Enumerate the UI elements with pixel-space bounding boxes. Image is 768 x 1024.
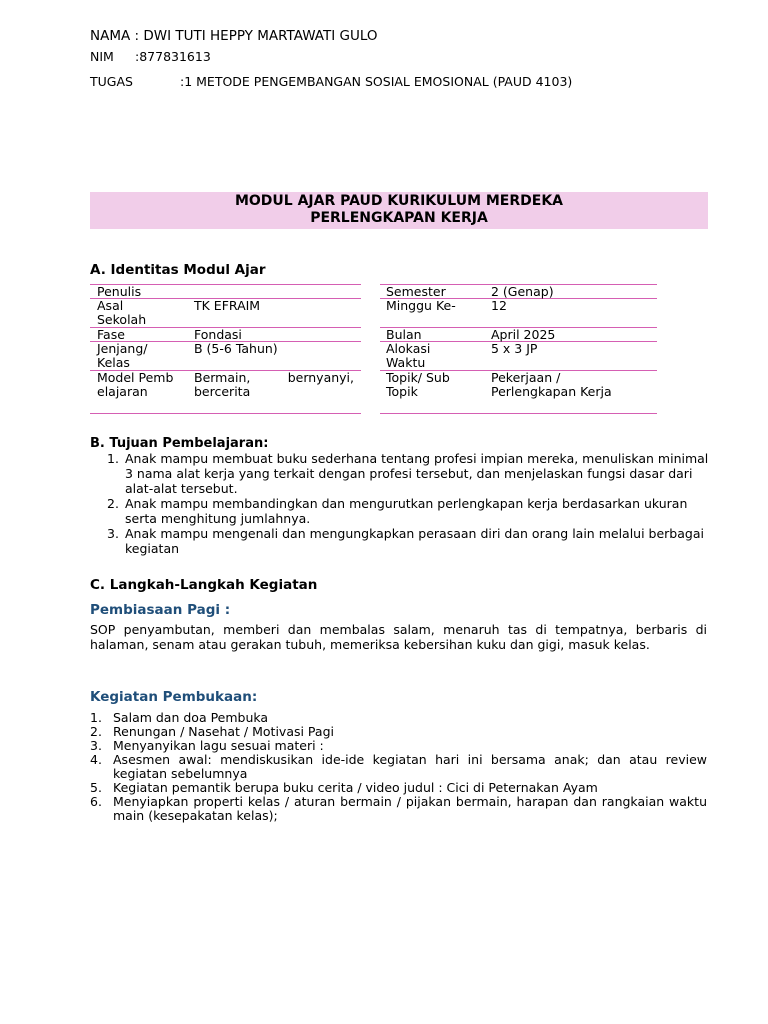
pembukaan-list [90,711,707,823]
pembukaan-item: 2. Renungan / Nasehat / Motivasi Pagi [90,724,334,739]
nim-label: NIM [90,49,114,64]
module-title-line1: MODUL AJAR PAUD KURIKULUM MERDEKA [234,193,564,209]
student-name: NAMA : DWI TUTI HEPPY MARTAWATI GULO [90,28,378,44]
pembukaan-item: 4. Asesmen awal: mendiskusikan ide-ide kegiatan hari ini bersama anak; dan atau review kegiatan sebelumnya [90,752,707,781]
identity-label-bulan: Bulan [386,327,422,342]
objectives-list [90,451,710,556]
identity-value-jenjang-kelas: B (5-6 Tahun) [194,341,278,356]
objective-item: 1. Anak mampu membuat buku sederhana tentang profesi impian mereka, menuliskan minimal 3 nama alat kerja yang terkait dengan profesi tersebut, dan menjelaskan fungsi dasar dari alat-alat tersebut. [107,451,709,496]
identity-label-semester: Semester [386,284,446,299]
identity-value-topik: Pekerjaan / Perlengkapan Kerja [491,370,612,399]
section-a-heading: A. Identitas Modul Ajar [90,262,266,278]
pembiasaan-heading: Pembiasaan Pagi : [90,602,231,618]
pembukaan-item: 6. Menyiapkan properti kelas / aturan bermain / pijakan bermain, harapan dan rangkaian waktu main (kesepakatan kelas); [90,794,707,823]
identity-label-fase: Fase [97,327,125,342]
identity-value-semester: 2 (Genap) [491,284,554,299]
identity-label-topik: Topik/ Sub Topik [386,370,450,399]
pembukaan-item: 5. Kegiatan pemantik berupa buku cerita / video judul : Cici di Peternakan Ayam [90,780,598,795]
section-c-heading: C. Langkah-Langkah Kegiatan [90,577,318,593]
module-title [90,192,708,229]
identity-value-asal-sekolah: TK EFRAIM [194,298,261,313]
tugas-value: :1 METODE PENGEMBANGAN SOSIAL EMOSIONAL (PAUD 4103) [180,74,573,89]
identity-value-bulan: April 2025 [491,327,556,342]
section-b-heading: B. Tujuan Pembelajaran: [90,436,269,451]
pembukaan-heading: Kegiatan Pembukaan: [90,689,258,705]
objective-item: 2. Anak mampu membandingkan dan mengurutkan perlengkapan kerja berdasarkan ukuran serta menghitung jumlahnya. [107,496,688,526]
tugas-label: TUGAS [90,74,133,89]
module-title-line2: PERLENGKAPAN KERJA [310,210,488,226]
pembukaan-item: 1. Salam dan doa Pembuka [90,710,269,725]
identity-label-jenjang-kelas: Jenjang/ Kelas [97,341,148,370]
identity-label-minggu: Minggu Ke- [386,298,456,313]
identity-value-minggu: 12 [491,298,507,313]
objective-item: 3. Anak mampu mengenali dan mengungkapkan perasaan diri dan orang lain melalui berbagai kegiatan [107,526,704,556]
nim-value: :877831613 [135,49,211,64]
identity-label-model-pembelajaran: Model Pembelajaran [97,370,174,399]
identity-value-alokasi-waktu: 5 x 3 JP [491,341,538,356]
pembiasaan-text: SOP penyambutan, memberi dan membalas salam, menaruh tas di tempatnya, berbaris di halaman, senam atau gerakan tubuh, memeriksa kebersihan kuku dan gigi, masuk kelas. [90,622,707,652]
identity-label-penulis: Penulis [97,284,142,299]
identity-value-model-pembelajaran: Bermain, bernyanyi, bercerita [194,370,354,399]
pembukaan-item: 3. Menyanyikan lagu sesuai materi : [90,738,324,753]
identity-value-fase: Fondasi [194,327,242,342]
identity-label-alokasi-waktu: Alokasi Waktu [386,341,431,370]
identity-label-asal-sekolah: Asal Sekolah [97,298,147,327]
